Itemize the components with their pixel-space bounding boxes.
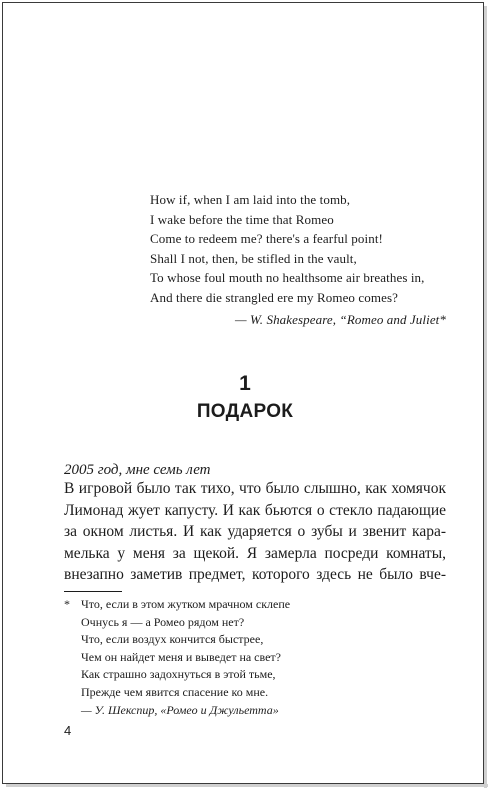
epigraph-line: I wake before the time that Romeo — [150, 211, 334, 227]
epigraph — [150, 190, 450, 330]
page-number: 4 — [64, 723, 72, 738]
footnote-line — [64, 596, 444, 614]
chapter-title: ПОДАРОК — [196, 401, 294, 422]
body-line: за окном листья. И как ударяется о зубы и звенит кара- — [64, 523, 446, 540]
chapter-number: 1 — [239, 372, 251, 395]
section-date: 2005 год, мне семь лет — [64, 462, 211, 478]
footnote-attribution: — У. Шекспир, «Ромео и Джульетта» — [81, 702, 279, 717]
body-line: В игровой было так тихо, что было слышно, как хомячок — [64, 480, 446, 497]
footnote-line-text: Что, если в этом жутком мрачном склепе — [81, 597, 291, 611]
body-text — [64, 478, 446, 586]
footnote — [64, 596, 444, 719]
epigraph-line: How if, when I am laid into the tomb, — [150, 192, 351, 207]
footnote-line: Как страшно задохнуться в этой тьме, — [81, 667, 276, 682]
body-line: внезапно заметив предмет, которого здесь не было вче- — [64, 566, 446, 583]
footnote-line: Чем он найдет меня и выведет на свет? — [81, 649, 282, 664]
footnote-line: Что, если воздух кончится быстрее, — [81, 632, 264, 647]
footnote-line: Прежде чем явится спасение ко мне. — [81, 684, 269, 699]
epigraph-attribution: — W. Shakespeare, “Romeo and Juliet* — [235, 312, 446, 327]
footnote-divider — [64, 591, 122, 592]
epigraph-line: And there die strangled ere my Romeo comes? — [150, 289, 398, 305]
epigraph-line: Come to redeem me? there's a fearful point! — [150, 231, 383, 246]
epigraph-line: To whose foul mouth no healthsome air breathes in, — [150, 270, 425, 285]
epigraph-line: Shall I not, then, be stifled in the vault, — [150, 250, 357, 266]
footnote-marker: * — [64, 597, 70, 611]
body-line: Лимонад жует капусту. И как бьются о стекло падающие — [64, 501, 446, 519]
footnote-line: Очнусь я — а Ромео рядом нет? — [81, 614, 245, 629]
body-line: мелька у меня за щекой. Я замерла посреди комнаты, — [64, 544, 446, 562]
